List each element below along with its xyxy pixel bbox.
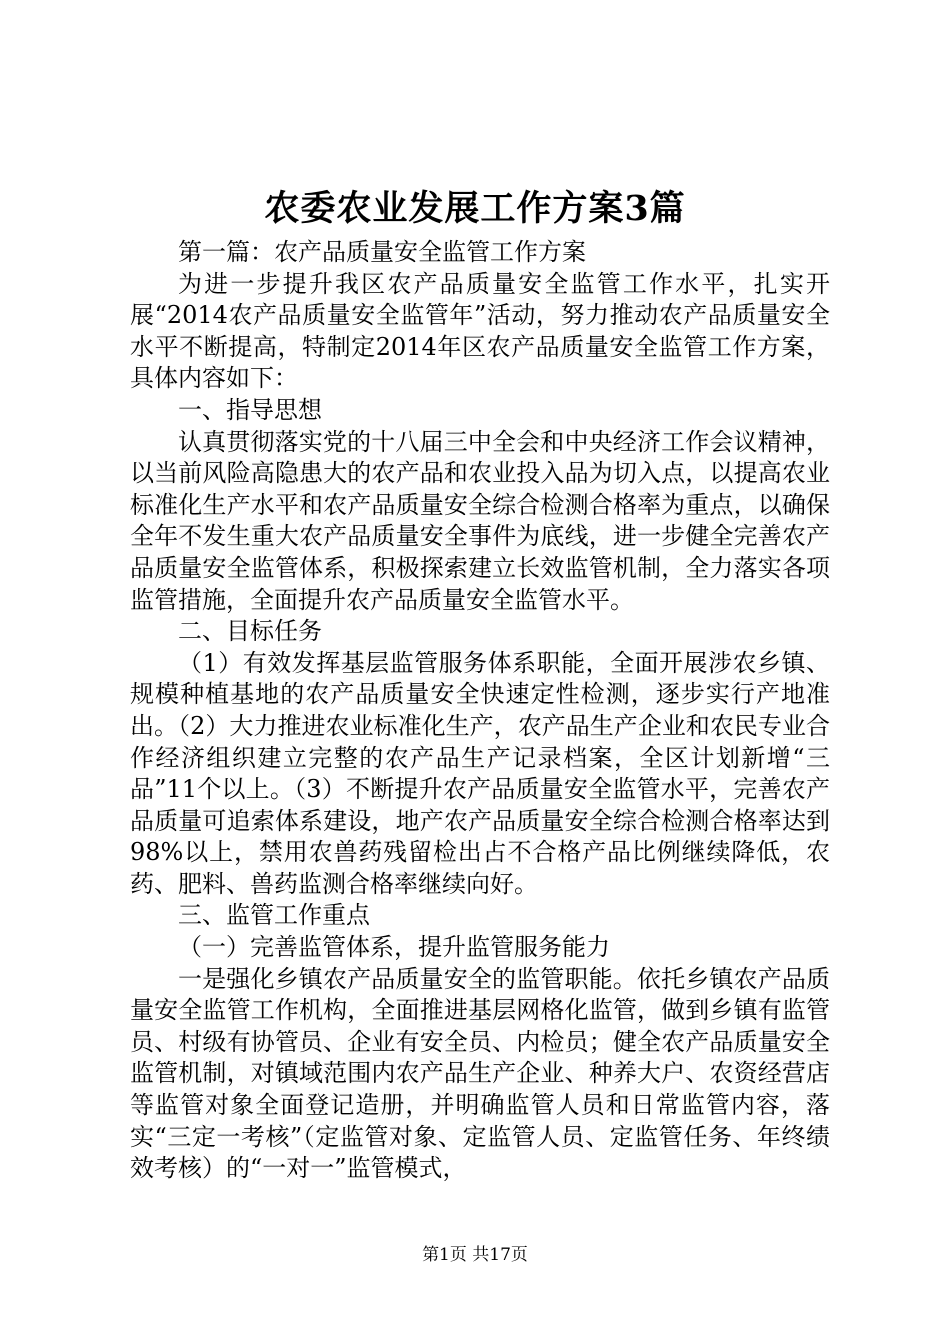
paragraph-improve-system: 一是强化乡镇农产品质量安全的监管职能。依托乡镇农产品质量安全监管工作机构，全面推进基层网格化监管，做到乡镇有监管员、村级有协管员、企业有安全员、内检员；健全农产品质量安全监管机制，对镇域范围内农产品生产企业、种养大户、农资经营店等监管对象全面登记造册，并明确监管人员和日常监管内容，落实“三定一考核”（定监管对象、定监管人员、定监管任务、年终绩效考核）的“一对一”监管模式， <box>130 964 830 1183</box>
section-heading-key-work: 三、监管工作重点 <box>178 901 370 930</box>
paragraph-goals: （1）有效发挥基层监管服务体系职能，全面开展涉农乡镇、规模种植基地的农产品质量安全快速定性检测，逐步实行产地准出。（2）大力推进农业标准化生产，农产品生产企业和农民专业合作经济组织建立完整的农产品生产记录档案，全区计划新增“三品”11个以上。（3）不断提升农产品质量安全监管水平，完善农产品质量可追索体系建设，地产农产品质量安全综合检测合格率达到98%以上，禁用农兽药残留检出占不合格产品比例继续降低，农药、肥料、兽药监测合格率继续向好。 <box>130 648 830 898</box>
paragraph-guiding-thought: 认真贯彻落实党的十八届三中全会和中央经济工作会议精神，以当前风险高隐患大的农产品和农业投入品为切入点，以提高农业标准化生产水平和农产品质量安全综合检测合格率为重点，以确保全年不发生重大农产品质量安全事件为底线，进一步健全完善农产品质量安全监管体系，积极探索建立长效监管机制，全力落实各项监管措施，全面提升农产品质量安全监管水平。 <box>130 427 830 614</box>
document-title: 农委农业发展工作方案3篇 <box>264 188 686 229</box>
paragraph-intro: 为进一步提升我区农产品质量安全监管工作水平，扎实开展“2014农产品质量安全监管年”活动，努力推动农产品质量安全水平不断提高，特制定2014年区农产品质量安全监管工作方案，具体内容如下： <box>130 269 830 393</box>
section-heading-part-one: 第一篇：农产品质量安全监管工作方案 <box>178 238 586 266</box>
section-heading-goals: 二、目标任务 <box>178 617 322 646</box>
section-heading-guiding-thought: 一、指导思想 <box>178 395 322 424</box>
document-body <box>130 237 830 1185</box>
subsection-heading-improve-system: （一）完善监管体系，提升监管服务能力 <box>178 933 610 962</box>
page-number-footer: 第1页 共17页 <box>422 1245 528 1265</box>
